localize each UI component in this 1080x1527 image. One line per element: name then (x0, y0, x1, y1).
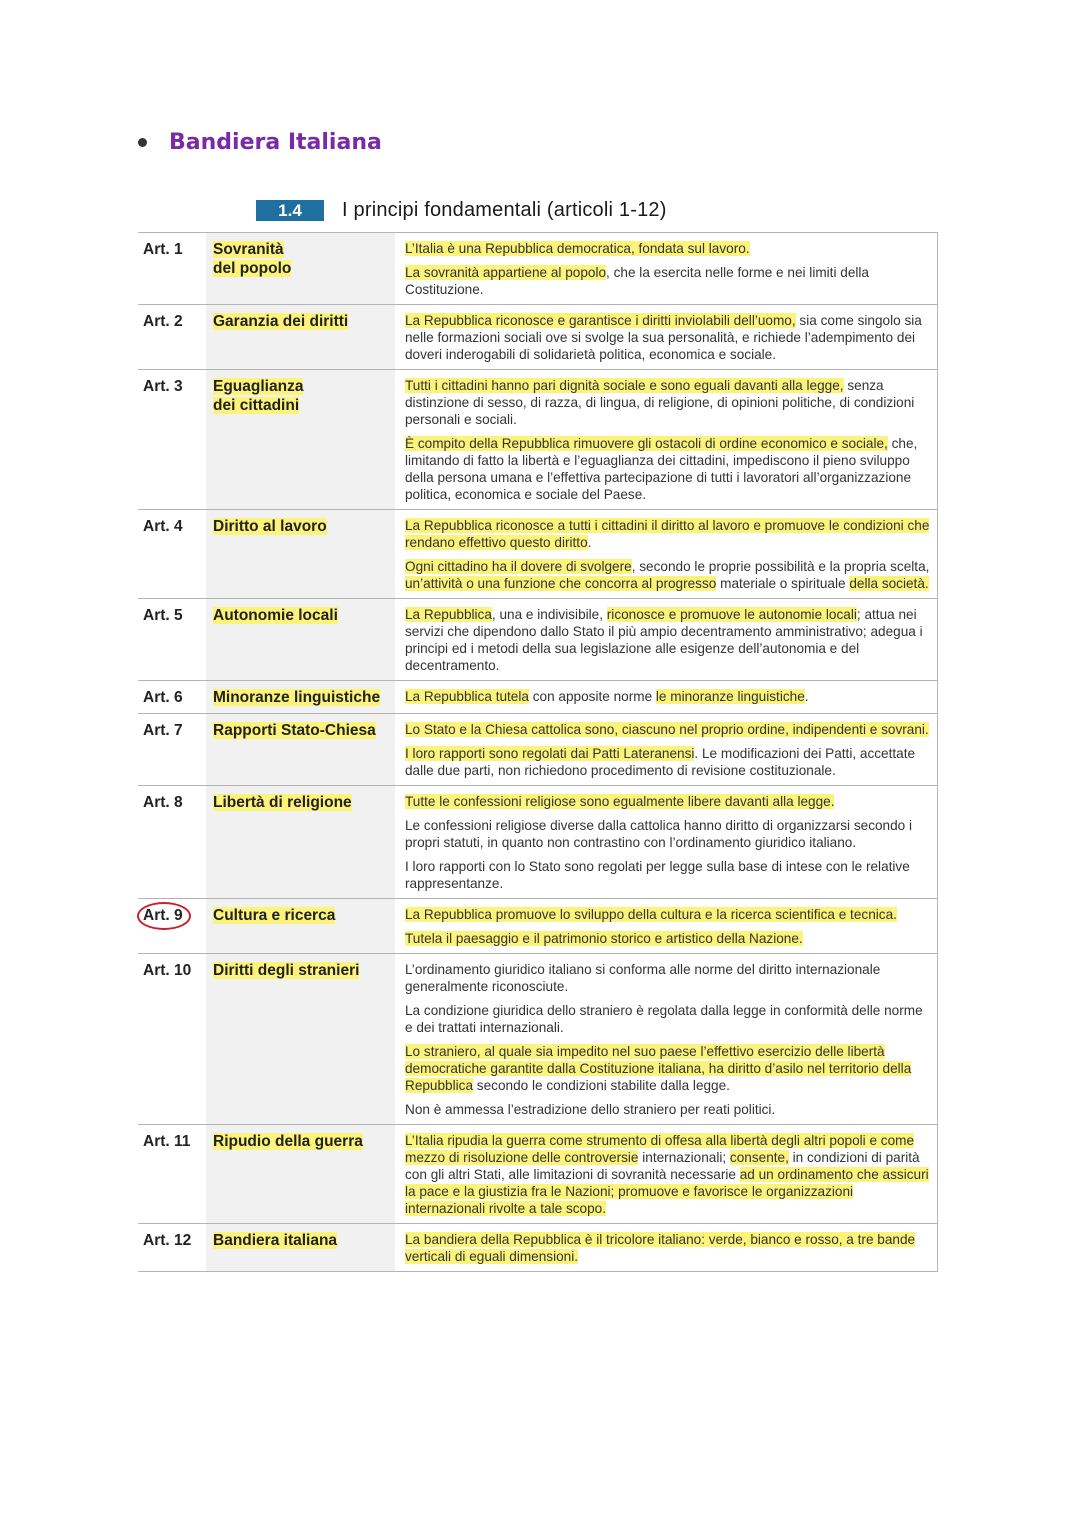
table-row (138, 369, 938, 509)
box-title-text: I principi fondamentali (articoli 1-12) (342, 199, 667, 221)
bullet-icon (138, 138, 147, 147)
article-paragraph: Tutela il paesaggio e il patrimonio storico e artistico della Nazione. (405, 931, 803, 946)
article-paragraph: I loro rapporti sono regolati dai Patti Lateranensi. Le modificazioni dei Patti, accettate dalle due parti, non richiedono procedimento di revisione costituzionale. (405, 746, 916, 778)
article-paragraph: La bandiera della Repubblica è il tricolore italiano: verde, bianco e rosso, a tre bande verticali di eguali dimensioni. (405, 1232, 916, 1264)
article-paragraph: La Repubblica riconosce e garantisce i diritti inviolabili dell’uomo, sia come singolo sia nelle formazioni sociali ove si svolge la sua personalità, e richiede l’adempimento dei doveri inderogabili di solidarietà politica, economica e sociale. (405, 313, 922, 362)
article-paragraph: La sovranità appartiene al popolo, che la esercita nelle forme e nei limiti della Costituzione. (405, 265, 869, 297)
article-subject: Rapporti Stato-Chiesa (206, 714, 395, 785)
heading-text: Bandiera Italiana (169, 130, 382, 155)
article-number: Art. 11 (143, 1133, 191, 1150)
table-row (138, 304, 938, 369)
article-number: Art. 4 (143, 518, 183, 535)
article-number: Art. 9 (138, 899, 206, 953)
article-number: Art. 8 (143, 794, 183, 811)
table-row (138, 1223, 938, 1272)
article-subject: Minoranze linguistiche (206, 681, 395, 713)
hand-drawn-circle (137, 902, 191, 930)
table-row (138, 680, 938, 713)
article-paragraph: Non è ammessa l’estradizione dello straniero per reati politici. (405, 1102, 776, 1117)
article-subject: Cultura e ricerca (206, 899, 395, 953)
article-text (395, 510, 938, 598)
article-subject: Sovranità del popolo (206, 233, 395, 304)
table-row (138, 713, 938, 785)
article-subject: Autonomie locali (206, 599, 395, 680)
article-paragraph: Ogni cittadino ha il dovere di svolgere, secondo le proprie possibilità e la propria scelta, un’attività o una funzione che concorra al progresso materiale o spirituale della società. (405, 559, 930, 591)
table-row (138, 953, 938, 1124)
article-paragraph: La condizione giuridica dello straniero è regolata dalla legge in conformità delle norme e dei trattati internazionali. (405, 1003, 923, 1035)
article-number: Art. 12 (143, 1232, 192, 1249)
article-text (395, 233, 938, 304)
box-number: 1.4 (256, 200, 324, 221)
article-subject: Libertà di religione (206, 786, 395, 898)
article-paragraph: La Repubblica, una e indivisibile, riconosce e promuove le autonomie locali; attua nei servizi che dipendono dallo Stato il più ampio decentramento amministrativo; adegua i principi ed i metodi della sua legislazione alle esigenze dell’autonomia e del decentramento. (405, 607, 923, 673)
article-subject: Diritti degli stranieri (206, 954, 395, 1124)
article-text (395, 954, 938, 1124)
article-text (395, 714, 938, 785)
article-number: Art. 7 (143, 722, 183, 739)
article-subject: Bandiera italiana (206, 1224, 395, 1271)
article-number: Art. 10 (143, 962, 192, 979)
table-row (138, 232, 938, 304)
table-row (138, 898, 938, 953)
article-subject: Eguaglianza dei cittadini (206, 370, 395, 509)
article-subject: Garanzia dei diritti (206, 305, 395, 369)
article-text (395, 1224, 938, 1271)
table-row (138, 1124, 938, 1223)
article-number: Art. 2 (143, 313, 183, 330)
article-subject: Diritto al lavoro (206, 510, 395, 598)
articles-table (138, 232, 938, 1272)
article-text (395, 370, 938, 509)
article-text (395, 899, 938, 953)
article-subject: Ripudio della guerra (206, 1125, 395, 1223)
article-paragraph: La Repubblica promuove lo sviluppo della cultura e la ricerca scientifica e tecnica. (405, 907, 897, 922)
article-paragraph: È compito della Repubblica rimuovere gli ostacoli di ordine economico e sociale, che, limitando di fatto la libertà e l’eguaglianza dei cittadini, impediscono il pieno sviluppo della persona umana e l’effettiva partecipazione di tutti i lavoratori all’organizzazione politica, economica e sociale del Paese. (405, 436, 918, 502)
article-text (395, 305, 938, 369)
article-text (395, 681, 938, 713)
article-number: Art. 5 (143, 607, 183, 624)
article-paragraph: Le confessioni religiose diverse dalla cattolica hanno diritto di organizzarsi secondo i propri statuti, in quanto non contrastino con l’ordinamento giuridico italiano. (405, 818, 913, 850)
article-paragraph: La Repubblica tutela con apposite norme le minoranze linguistiche. (405, 689, 809, 704)
section-heading (138, 130, 382, 155)
article-paragraph: Lo straniero, al quale sia impedito nel suo paese l’effettivo esercizio delle libertà democratiche garantite dalla Costituzione italiana, ha diritto d’asilo nel territorio della Repubblica secondo le condizioni stabilite dalla legge. (405, 1044, 912, 1093)
article-text (395, 1125, 938, 1223)
article-paragraph: La Repubblica riconosce a tutti i cittadini il diritto al lavoro e promuove le condizioni che rendano effettivo questo diritto. (405, 518, 930, 550)
article-paragraph: Lo Stato e la Chiesa cattolica sono, ciascuno nel proprio ordine, indipendenti e sovrani. (405, 722, 929, 737)
article-paragraph: Tutte le confessioni religiose sono egualmente libere davanti alla legge. (405, 794, 835, 809)
article-text (395, 786, 938, 898)
article-number: Art. 3 (143, 378, 183, 395)
table-row (138, 509, 938, 598)
box-title (256, 199, 667, 222)
table-row (138, 598, 938, 680)
article-paragraph: L’Italia ripudia la guerra come strumento di offesa alla libertà degli altri popoli e come mezzo di risoluzione delle controversie internazionali; consente, in condizioni di parità con gli altri Stati, alle limitazioni di sovranità necessarie ad un ordinamento che assicuri la pace e la giustizia fra le Nazioni; promuove e favorisce le organizzazioni internazionali rivolte a tale scopo. (405, 1133, 929, 1216)
table-row (138, 785, 938, 898)
article-number: Art. 6 (143, 689, 183, 706)
article-number: Art. 1 (143, 241, 183, 258)
article-paragraph: L’Italia è una Repubblica democratica, fondata sul lavoro. (405, 241, 750, 256)
article-paragraph: Tutti i cittadini hanno pari dignità sociale e sono eguali davanti alla legge, senza distinzione di sesso, di razza, di lingua, di religione, di opinioni politiche, di condizioni personali e sociali. (405, 378, 915, 427)
article-paragraph: I loro rapporti con lo Stato sono regolati per legge sulla base di intese con le relative rappresentanze. (405, 859, 910, 891)
article-text (395, 599, 938, 680)
article-paragraph: L’ordinamento giuridico italiano si conforma alle norme del diritto internazionale generalmente riconosciute. (405, 962, 881, 994)
